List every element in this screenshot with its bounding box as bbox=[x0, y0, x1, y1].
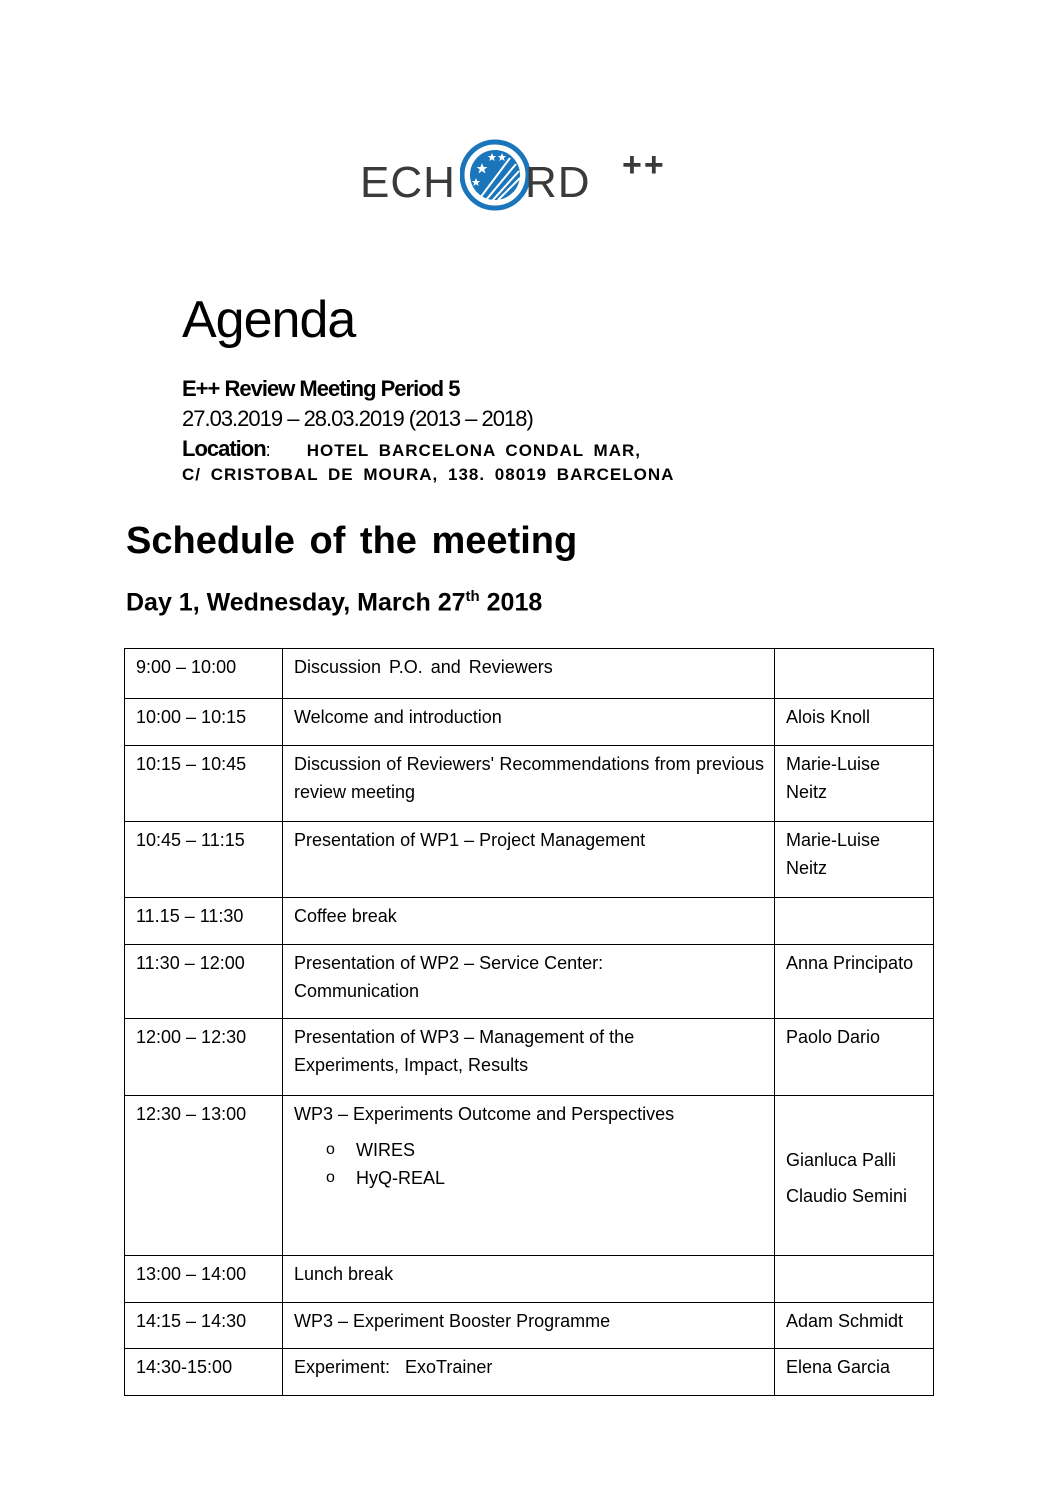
logo-text-right: RD bbox=[525, 158, 591, 207]
agenda-title: Agenda bbox=[182, 291, 356, 349]
address-line-1: HOTEL BARCELONA CONDAL MAR, bbox=[306, 441, 641, 460]
table-row bbox=[125, 1096, 934, 1256]
location-label: Location bbox=[182, 436, 266, 461]
logo-text-left: ECH bbox=[360, 158, 456, 207]
time-cell: 12:30 – 13:00 bbox=[125, 1096, 283, 1256]
table-row bbox=[125, 898, 934, 945]
table-row bbox=[125, 746, 934, 822]
sub-list bbox=[294, 1136, 764, 1192]
schedule-title: Schedule of the meeting bbox=[126, 520, 578, 562]
address-line-2: C/ CRISTOBAL DE MOURA, 138. 08019 BARCELONA bbox=[182, 465, 675, 484]
topic-cell: Presentation of WP2 – Service Center: Communication bbox=[283, 945, 775, 1019]
table-row bbox=[125, 822, 934, 898]
speaker-cell bbox=[775, 1256, 934, 1303]
time-cell: 10:00 – 10:15 bbox=[125, 699, 283, 746]
speaker-cell: Paolo Dario bbox=[775, 1019, 934, 1096]
speaker-1: Gianluca Palli bbox=[786, 1150, 897, 1170]
table-row bbox=[125, 1349, 934, 1396]
speaker-cell: Anna Principato bbox=[775, 945, 934, 1019]
table-row bbox=[125, 1303, 934, 1349]
speaker-cell bbox=[775, 649, 934, 699]
location-line bbox=[182, 438, 674, 466]
globe-stars-icon bbox=[460, 128, 530, 223]
speaker-cell bbox=[775, 1096, 934, 1256]
meeting-name: E++ Review Meeting Period 5 bbox=[182, 376, 460, 401]
topic-cell: WP3 – Experiment Booster Programme bbox=[283, 1303, 775, 1349]
topic-cell: Coffee break bbox=[283, 898, 775, 945]
list-item-label: WIRES bbox=[356, 1140, 416, 1160]
topic-cell bbox=[283, 1096, 775, 1256]
schedule-table bbox=[124, 648, 934, 1396]
speaker-cell: Marie-Luise Neitz bbox=[775, 822, 934, 898]
time-cell: 10:45 – 11:15 bbox=[125, 822, 283, 898]
table-row bbox=[125, 699, 934, 746]
topic-text: WP3 – Experiments Outcome and Perspectives bbox=[294, 1104, 675, 1124]
location-colon: : bbox=[265, 440, 271, 460]
day-title bbox=[126, 588, 542, 617]
topic-cell: Presentation of WP1 – Project Management bbox=[283, 822, 775, 898]
time-cell: 10:15 – 10:45 bbox=[125, 746, 283, 822]
topic-cell: Lunch break bbox=[283, 1256, 775, 1303]
speaker-cell: Marie-Luise Neitz bbox=[775, 746, 934, 822]
time-cell: 14:30-15:00 bbox=[125, 1349, 283, 1396]
time-cell: 14:15 – 14:30 bbox=[125, 1303, 283, 1349]
topic-cell: Experiment: ExoTrainer bbox=[283, 1349, 775, 1396]
time-cell: 11.15 – 11:30 bbox=[125, 898, 283, 945]
speaker-cell bbox=[775, 898, 934, 945]
meeting-info bbox=[182, 378, 674, 483]
time-cell: 13:00 – 14:00 bbox=[125, 1256, 283, 1303]
bullet-icon: o bbox=[326, 1141, 335, 1158]
table-row bbox=[125, 649, 934, 699]
table-row bbox=[125, 945, 934, 1019]
bullet-icon: o bbox=[326, 1169, 335, 1186]
table-row bbox=[125, 1019, 934, 1096]
echord-logo bbox=[360, 128, 680, 223]
logo-plus: ++ bbox=[622, 146, 666, 184]
time-cell: 12:00 – 12:30 bbox=[125, 1019, 283, 1096]
topic-cell: Presentation of WP3 – Management of the Experiments, Impact, Results bbox=[283, 1019, 775, 1096]
list-item bbox=[294, 1136, 764, 1164]
day-suffix: 2018 bbox=[479, 588, 543, 617]
list-item-label: HyQ-REAL bbox=[356, 1168, 446, 1188]
topic-cell: Discussion P.O. and Reviewers bbox=[283, 649, 775, 699]
speaker-cell: Alois Knoll bbox=[775, 699, 934, 746]
topic-cell: Welcome and introduction bbox=[283, 699, 775, 746]
day-prefix: Day 1, Wednesday, March 27 bbox=[126, 588, 466, 617]
topic-cell: Discussion of Reviewers' Recommendations from previous review meeting bbox=[283, 746, 775, 822]
meeting-dates: 27.03.2019 – 28.03.2019 (2013 – 2018) bbox=[182, 406, 533, 431]
speaker-cell: Adam Schmidt bbox=[775, 1303, 934, 1349]
day-sup: th bbox=[465, 588, 480, 605]
speaker-cell: Elena Garcia bbox=[775, 1349, 934, 1396]
speaker-2: Claudio Semini bbox=[786, 1186, 908, 1206]
time-cell: 11:30 – 12:00 bbox=[125, 945, 283, 1019]
list-item bbox=[294, 1164, 764, 1192]
time-cell: 9:00 – 10:00 bbox=[125, 649, 283, 699]
table-row bbox=[125, 1256, 934, 1303]
